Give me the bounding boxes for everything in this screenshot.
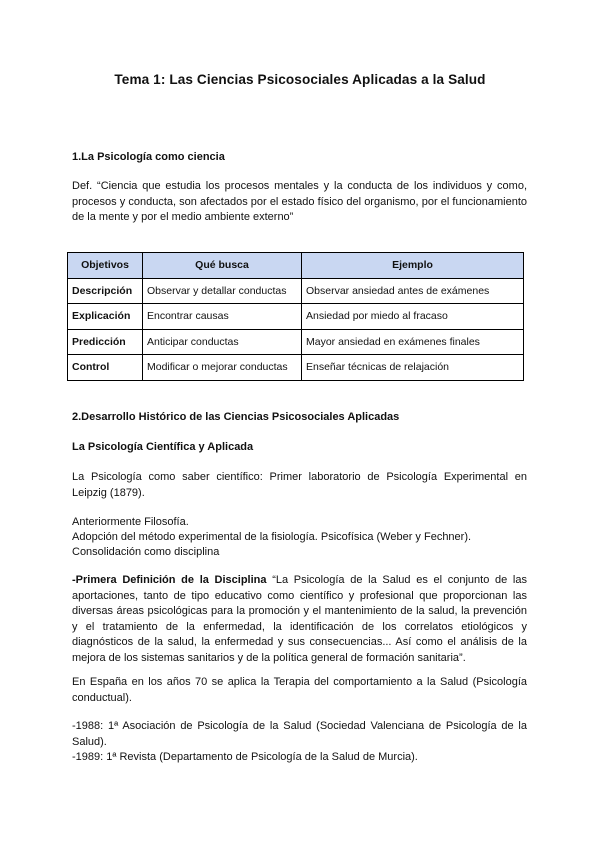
table-cell-busca: Modificar o mejorar conductas (143, 355, 302, 381)
definition-paragraph: Def. “Ciencia que estudia los procesos mentales y la conducta de los individuos y como, procesos y conducta, son afectados por el estado físico del organismo, por el funcionamiento de la mente y por el medio ambiente externo” (72, 180, 527, 223)
table-cell-ejemplo: Mayor ansiedad en exámenes finales (302, 329, 524, 355)
first-definition-label: -Primera Definición de la Disciplina (72, 574, 267, 586)
section-1-heading: 1.La Psicología como ciencia (72, 151, 225, 163)
table-row (68, 329, 524, 355)
first-definition-text: “La Psicología de la Salud es el conjunto de las aportaciones, tanto de tipo educativo como científico y profesional que proporcionan las diversas áreas psicológicas para la promoción y el mantenimiento de la salud, la prevención y el tratamiento de la enfermedad, la identificación de los correlatos etiológicos y diagnósticos de la salud, la enfermedad y sus consecuencias... Así como el análisis de la mejora de los sistemas sanitarios y de la política general de formación sanitaria”. (72, 574, 527, 664)
table-cell-busca: Encontrar causas (143, 304, 302, 330)
history-line: Anteriormente Filosofía. (72, 516, 189, 528)
table-row (68, 278, 524, 304)
year-1988-paragraph: -1988: 1ª Asociación de Psicología de la Salud (Sociedad Valenciana de Psicología de la Salud). (72, 720, 527, 748)
table-header: Objetivos (68, 253, 143, 279)
history-line: Adopción del método experimental de la fisiología. Psicofísica (Weber y Fechner). (72, 531, 472, 543)
table-row (68, 355, 524, 381)
table-cell-busca: Anticipar conductas (143, 329, 302, 355)
objectives-table (67, 252, 524, 381)
table-cell-objetivo: Control (68, 355, 143, 381)
spain-paragraph: En España en los años 70 se aplica la Terapia del comportamiento a la Salud (Psicología conductual). (72, 676, 527, 704)
science-paragraph: La Psicología como saber científico: Primer laboratorio de Psicología Experimental en Leipzig (1879). (72, 471, 527, 499)
history-line: Consolidación como disciplina (72, 546, 220, 558)
table-row (68, 304, 524, 330)
table-cell-busca: Observar y detallar conductas (143, 278, 302, 304)
table-cell-ejemplo: Observar ansiedad antes de exámenes (302, 278, 524, 304)
table-cell-objetivo: Descripción (68, 278, 143, 304)
section-2-heading: 2.Desarrollo Histórico de las Ciencias Psicosociales Aplicadas (72, 411, 400, 423)
page-title: Tema 1: Las Ciencias Psicosociales Aplicadas a la Salud (114, 72, 486, 87)
table-cell-ejemplo: Enseñar técnicas de relajación (302, 355, 524, 381)
table-cell-objetivo: Predicción (68, 329, 143, 355)
first-definition-paragraph (72, 573, 527, 666)
table-header: Qué busca (143, 253, 302, 279)
table-cell-objetivo: Explicación (68, 304, 143, 330)
year-1989-line: -1989: 1ª Revista (Departamento de Psicología de la Salud de Murcia). (72, 751, 418, 763)
table-header-row (68, 253, 524, 279)
table-cell-ejemplo: Ansiedad por miedo al fracaso (302, 304, 524, 330)
table-header: Ejemplo (302, 253, 524, 279)
section-2-subheading: La Psicología Científica y Aplicada (72, 441, 254, 453)
